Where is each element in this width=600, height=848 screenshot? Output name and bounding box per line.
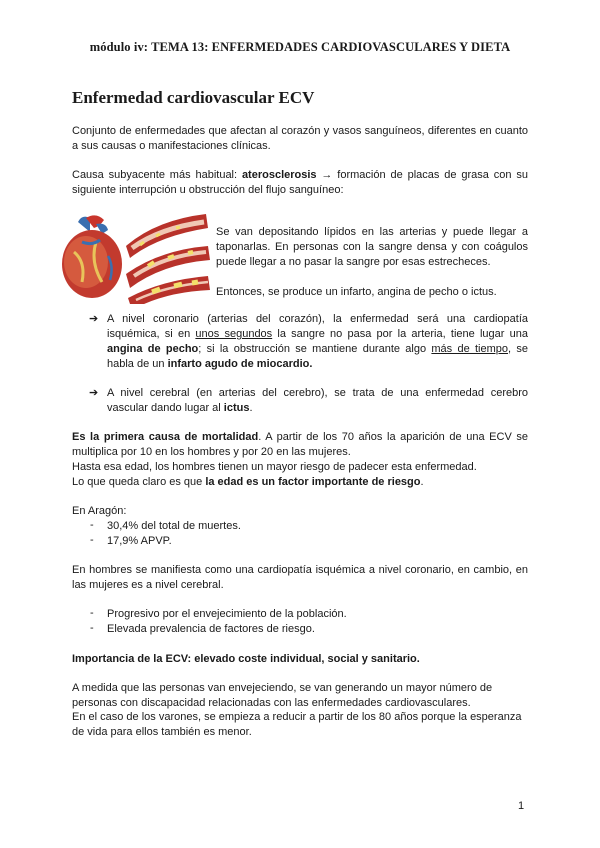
mortality-text: . A partir de los 70 años la aparición de una ECV se multiplica por 10 en los hombres y por 20 en las mujeres. — [72, 431, 528, 458]
mortality-line-3c: . — [420, 476, 424, 488]
mortality-line-3a: Lo que queda claro es que — [72, 476, 206, 488]
mortality-line-2: Hasta esa edad, los hombres tienen un mayor riesgo de padecer esta enfermedad. — [72, 461, 477, 473]
cause-term: aterosclerosis — [241, 169, 317, 181]
men-paragraph: En el caso de los varones, se empieza a reducir a partir de los 80 años porque la esperanza de vida para ellos también es menor. — [72, 711, 522, 738]
cerebral-bullet — [107, 386, 528, 416]
arrow-bullet-icon: ➔ — [89, 313, 99, 325]
coronary-text-4: , se habla de un — [107, 343, 528, 370]
page-header: módulo iv: TEMA 13: ENFERMEDADES CARDIOVASCULARES Y DIETA — [89, 40, 511, 54]
cause-lead: Causa subyacente más habitual: — [72, 169, 242, 181]
dash-bullet: - — [90, 622, 94, 634]
arrow-bullet-icon: ➔ — [89, 387, 99, 399]
section-title: Enfermedad cardiovascular ECV — [72, 88, 315, 107]
mortality-line-3b: la edad es un factor importante de riesgo — [205, 476, 421, 488]
aragon-label: En Aragón: — [72, 505, 127, 517]
coronary-bold-2: infarto agudo de miocardio. — [167, 358, 313, 370]
cerebral-bold: ictus — [223, 402, 250, 414]
cerebral-text-1: A nivel cerebral (en arterias del cerebro), se trata de una enfermedad cerebro vascular dando lugar al — [107, 387, 528, 414]
coronary-text-3: ; si la obstrucción se mantiene durante algo — [198, 343, 432, 355]
coronary-underline-2: más de tiempo — [431, 343, 509, 355]
factor-item: Elevada prevalencia de factores de riesgo. — [107, 623, 315, 635]
aragon-item: 17,9% APVP. — [107, 535, 172, 547]
aragon-item: 30,4% del total de muertes. — [107, 520, 241, 532]
coronary-underline-1: unos segundos — [195, 328, 273, 340]
cause-rest: → formación de placas de grasa con su siguiente interrupción u obstrucción del flujo sanguíneo: — [72, 169, 528, 196]
artery-tubes-image — [126, 214, 210, 304]
gender-paragraph: En hombres se manifiesta como una cardiopatía isquémica a nivel coronario, en cambio, en las mujeres es a nivel cerebral. — [72, 564, 528, 591]
heart-artery-illustration — [56, 212, 212, 304]
heart-image — [62, 215, 122, 298]
coronary-bold-1: angina de pecho — [107, 343, 199, 355]
page-number: 1 — [518, 800, 525, 812]
importance-heading: Importancia de la ECV: elevado coste individual, social y sanitario. — [72, 653, 420, 665]
cerebral-text-2: . — [249, 402, 253, 414]
side-paragraph-result: Entonces, se produce un infarto, angina de pecho o ictus. — [216, 286, 497, 298]
definition-paragraph: Conjunto de enfermedades que afectan al corazón y vasos sanguíneos, diferentes en cuanto a sus causas o manifestaciones clínicas. — [72, 125, 528, 152]
dash-bullet: - — [90, 534, 94, 546]
factor-item: Progresivo por el envejecimiento de la población. — [107, 608, 347, 620]
cause-paragraph — [72, 168, 528, 198]
mortality-bold: Es la primera causa de mortalidad — [72, 431, 259, 443]
ageing-paragraph: A medida que las personas van envejeciendo, se van generando un mayor número de personas con discapacidad relacionadas con las enfermedades cardiovasculares. — [72, 682, 493, 709]
mortality-line-3 — [72, 475, 528, 490]
coronary-text-1: A nivel coronario (arterias del corazón), la enfermedad será una cardiopatía isquémica, si en — [107, 313, 528, 340]
mortality-paragraph — [72, 430, 528, 460]
coronary-bullet — [107, 312, 528, 372]
coronary-text-2: la sangre no pasa por la arteria, tiene lugar una — [272, 328, 528, 340]
dash-bullet: - — [90, 607, 94, 619]
side-paragraph-lipids: Se van depositando lípidos en las arterias y puede llegar a taponarlas. En personas con la sangre densa y con coágulos puede llegar a no pasar la sangre por esas estrecheces. — [216, 226, 528, 268]
dash-bullet: - — [90, 519, 94, 531]
